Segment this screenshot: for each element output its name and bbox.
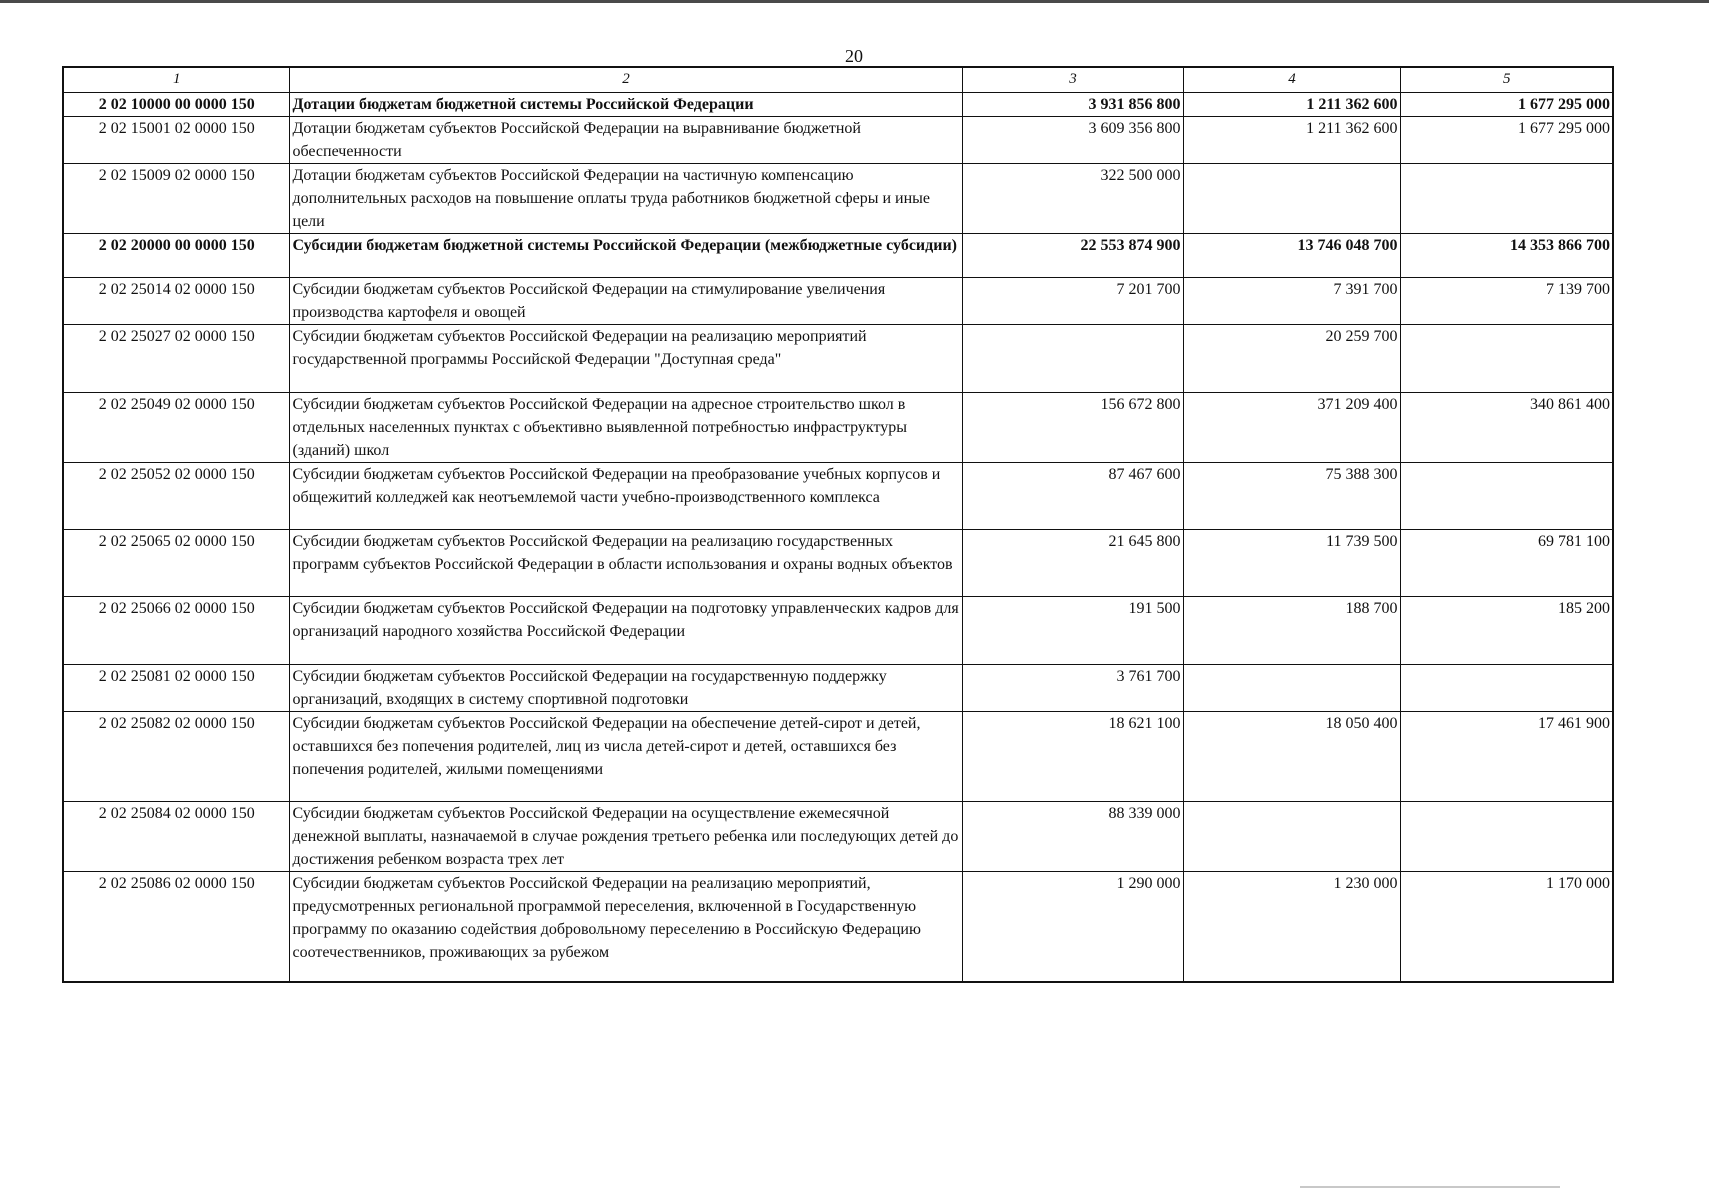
row-value-col4 <box>1183 665 1400 712</box>
row-code: 2 02 25082 02 0000 150 <box>63 712 289 802</box>
row-name: Дотации бюджетам субъектов Российской Федерации на выравнивание бюджетной обеспеченности <box>289 117 962 164</box>
row-name: Субсидии бюджетам субъектов Российской Федерации на стимулирование увеличения производства картофеля и овощей <box>289 278 962 325</box>
row-value-col4: 20 259 700 <box>1183 325 1400 393</box>
table-row <box>63 712 1613 802</box>
table-row <box>63 117 1613 164</box>
row-value-col5: 1 677 295 000 <box>1400 117 1613 164</box>
row-value-col3: 3 931 856 800 <box>962 93 1183 117</box>
budget-table <box>62 66 1614 983</box>
row-code: 2 02 10000 00 0000 150 <box>63 93 289 117</box>
table-row <box>63 872 1613 982</box>
row-name: Субсидии бюджетам субъектов Российской Федерации на преобразование учебных корпусов и общежитий колледжей как неотъемлемой части учебно-производственного комплекса <box>289 463 962 530</box>
table-row <box>63 393 1613 463</box>
row-code: 2 02 25027 02 0000 150 <box>63 325 289 393</box>
table-header-row <box>63 67 1613 93</box>
row-value-col5: 7 139 700 <box>1400 278 1613 325</box>
row-value-col5: 17 461 900 <box>1400 712 1613 802</box>
scan-edge-bottom <box>1300 1186 1560 1188</box>
row-name: Субсидии бюджетам бюджетной системы Российской Федерации (межбюджетные субсидии) <box>289 234 962 278</box>
row-code: 2 02 25014 02 0000 150 <box>63 278 289 325</box>
row-code: 2 02 25049 02 0000 150 <box>63 393 289 463</box>
row-name: Дотации бюджетам бюджетной системы Российской Федерации <box>289 93 962 117</box>
row-value-col4: 75 388 300 <box>1183 463 1400 530</box>
row-value-col3: 22 553 874 900 <box>962 234 1183 278</box>
row-value-col5: 1 170 000 <box>1400 872 1613 982</box>
row-name: Субсидии бюджетам субъектов Российской Федерации на адресное строительство школ в отдельных населенных пунктах с объективно выявленной потребностью инфраструктуры (зданий) школ <box>289 393 962 463</box>
row-value-col5 <box>1400 802 1613 872</box>
row-value-col4: 371 209 400 <box>1183 393 1400 463</box>
scan-edge-top <box>0 0 1709 3</box>
row-name: Дотации бюджетам субъектов Российской Федерации на частичную компенсацию дополнительных расходов на повышение оплаты труда работников бюджетной сферы и иные цели <box>289 164 962 234</box>
row-value-col3: 21 645 800 <box>962 530 1183 597</box>
row-value-col4: 1 211 362 600 <box>1183 117 1400 164</box>
column-header-3: 3 <box>962 67 1183 93</box>
table-row <box>63 234 1613 278</box>
column-header-5: 5 <box>1400 67 1613 93</box>
row-value-col5: 69 781 100 <box>1400 530 1613 597</box>
row-code: 2 02 15009 02 0000 150 <box>63 164 289 234</box>
row-value-col3: 18 621 100 <box>962 712 1183 802</box>
table-row <box>63 802 1613 872</box>
row-code: 2 02 25066 02 0000 150 <box>63 597 289 665</box>
row-value-col5: 340 861 400 <box>1400 393 1613 463</box>
row-name: Субсидии бюджетам субъектов Российской Федерации на реализацию мероприятий, предусмотренных региональной программой переселения, включенной в Государственную программу по оказанию содействия добровольному переселению в Российскую Федерацию соотечественников, проживающих за рубежом <box>289 872 962 982</box>
row-value-col5 <box>1400 325 1613 393</box>
row-value-col3: 3 761 700 <box>962 665 1183 712</box>
row-value-col4: 1 230 000 <box>1183 872 1400 982</box>
row-name: Субсидии бюджетам субъектов Российской Федерации на обеспечение детей-сирот и детей, оставшихся без попечения родителей, лиц из числа детей-сирот и детей, оставшихся без попечения родителей, жилыми помещениями <box>289 712 962 802</box>
row-code: 2 02 25084 02 0000 150 <box>63 802 289 872</box>
row-value-col5: 1 677 295 000 <box>1400 93 1613 117</box>
row-value-col5: 185 200 <box>1400 597 1613 665</box>
row-value-col3: 7 201 700 <box>962 278 1183 325</box>
row-value-col3: 156 672 800 <box>962 393 1183 463</box>
row-value-col3: 1 290 000 <box>962 872 1183 982</box>
row-value-col5 <box>1400 463 1613 530</box>
row-value-col3: 87 467 600 <box>962 463 1183 530</box>
row-value-col4: 13 746 048 700 <box>1183 234 1400 278</box>
table-row <box>63 597 1613 665</box>
row-name: Субсидии бюджетам субъектов Российской Федерации на государственную поддержку организаций, входящих в систему спортивной подготовки <box>289 665 962 712</box>
row-value-col4: 18 050 400 <box>1183 712 1400 802</box>
row-name: Субсидии бюджетам субъектов Российской Федерации на осуществление ежемесячной денежной выплаты, назначаемой в случае рождения третьего ребенка или последующих детей до достижения ребенком возраста трех лет <box>289 802 962 872</box>
row-value-col4: 11 739 500 <box>1183 530 1400 597</box>
column-header-1: 1 <box>63 67 289 93</box>
page-number: 20 <box>845 46 863 66</box>
row-value-col3: 88 339 000 <box>962 802 1183 872</box>
row-code: 2 02 25086 02 0000 150 <box>63 872 289 982</box>
row-value-col3: 322 500 000 <box>962 164 1183 234</box>
row-name: Субсидии бюджетам субъектов Российской Федерации на реализацию государственных программ субъектов Российской Федерации в области использования и охраны водных объектов <box>289 530 962 597</box>
row-value-col3: 3 609 356 800 <box>962 117 1183 164</box>
row-value-col5: 14 353 866 700 <box>1400 234 1613 278</box>
row-code: 2 02 25052 02 0000 150 <box>63 463 289 530</box>
row-value-col4: 7 391 700 <box>1183 278 1400 325</box>
row-value-col5 <box>1400 665 1613 712</box>
table-row <box>63 530 1613 597</box>
row-value-col4 <box>1183 164 1400 234</box>
row-code: 2 02 25081 02 0000 150 <box>63 665 289 712</box>
table-row <box>63 325 1613 393</box>
row-code: 2 02 25065 02 0000 150 <box>63 530 289 597</box>
table-row <box>63 278 1613 325</box>
row-value-col4: 1 211 362 600 <box>1183 93 1400 117</box>
column-header-4: 4 <box>1183 67 1400 93</box>
row-value-col5 <box>1400 164 1613 234</box>
row-code: 2 02 15001 02 0000 150 <box>63 117 289 164</box>
row-name: Субсидии бюджетам субъектов Российской Федерации на подготовку управленческих кадров для организаций народного хозяйства Российской Федерации <box>289 597 962 665</box>
table-row <box>63 164 1613 234</box>
column-header-2: 2 <box>289 67 962 93</box>
row-value-col4: 188 700 <box>1183 597 1400 665</box>
row-value-col3 <box>962 325 1183 393</box>
table-row <box>63 463 1613 530</box>
row-code: 2 02 20000 00 0000 150 <box>63 234 289 278</box>
row-name: Субсидии бюджетам субъектов Российской Федерации на реализацию мероприятий государственной программы Российской Федерации "Доступная среда" <box>289 325 962 393</box>
table-row <box>63 665 1613 712</box>
row-value-col4 <box>1183 802 1400 872</box>
row-value-col3: 191 500 <box>962 597 1183 665</box>
table-row <box>63 93 1613 117</box>
